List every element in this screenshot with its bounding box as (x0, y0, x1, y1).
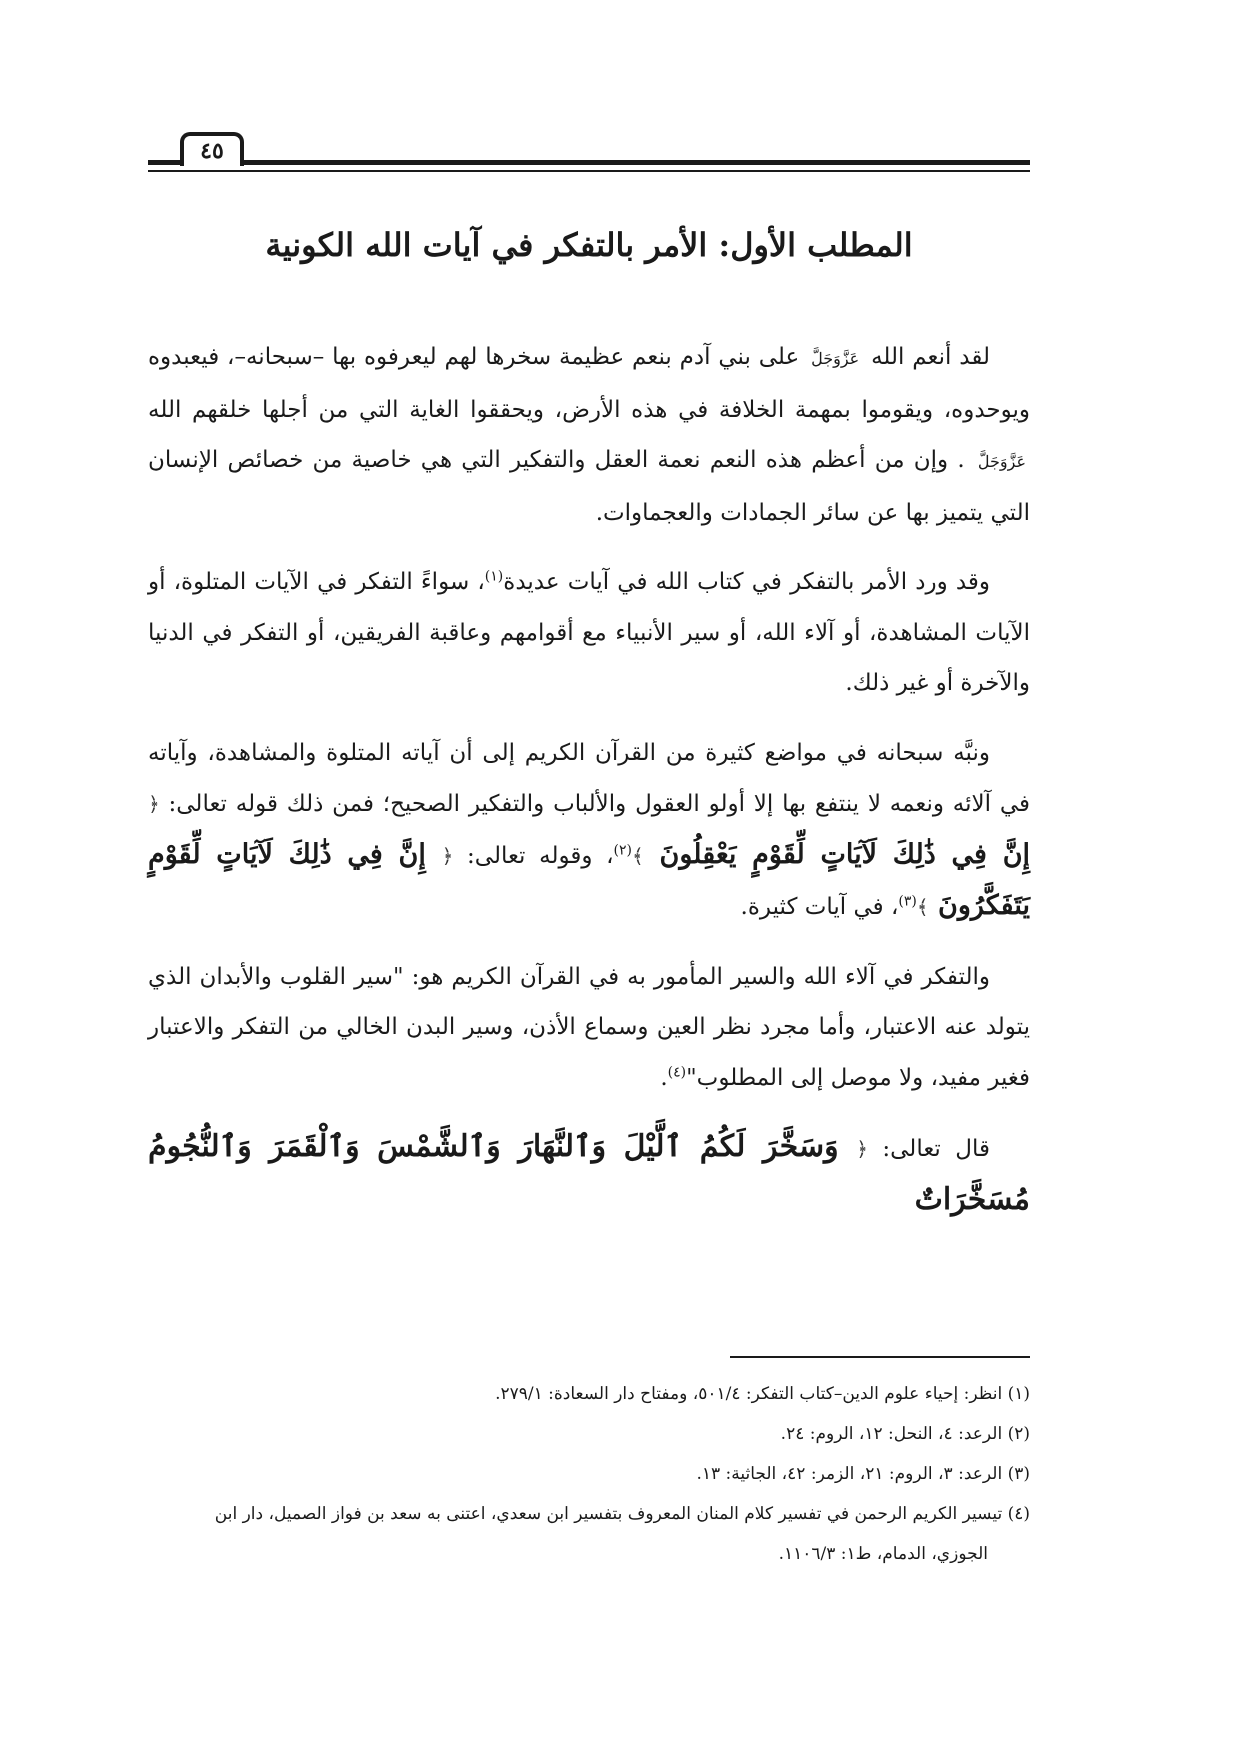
quran-bracket-close: ﴾ (632, 843, 644, 868)
paragraph-3-text-b: ، وقوله تعالى: (467, 842, 614, 869)
page-number: ٤٥ (180, 132, 244, 166)
footnotes (148, 1374, 1030, 1574)
paragraph-1 (148, 332, 1030, 538)
quran-verse-2-text: إِنَّ فِي ذَٰلِكَ لَآيَاتٍ لِّقَوْمٍ يَتَفَكَّرُونَ (148, 838, 1030, 921)
footnote-ref-4[interactable]: (٤) (667, 1063, 687, 1080)
footnote-1: (١) انظر: إحياء علوم الدين–كتاب التفكر: ٥٠١/٤، ومفتاح دار السعادة: ٢٧٩/١. (495, 1384, 1030, 1404)
paragraph-1-text-b: على بني آدم بنعم عظيمة سخرها لهم ليعرفوه بها –سبحانه–، فيعبدوه ويوحدوه، ويقوموا بمهمة الخلافة في هذه الأرض، ويحققوا الغاية التي من أجلها خلقهم الله (148, 344, 1031, 423)
paragraph-2-text-a: وقد ورد الأمر بالتفكر في كتاب الله في آيات عديدة (503, 569, 990, 595)
paragraph-4 (148, 952, 1030, 1104)
paragraph-5-text-a: قال تعالى: (882, 1136, 991, 1162)
paragraph-5 (148, 1122, 1030, 1227)
header-rule-thin (148, 170, 1030, 172)
paragraph-3 (148, 728, 1030, 933)
paragraph-3-text-c: ، في آيات كثيرة. (740, 894, 899, 920)
section-title: المطلب الأول: الأمر بالتفكر في آيات الله الكونية (265, 226, 913, 264)
quran-bracket-open: ﴿ (441, 843, 454, 868)
paragraph-4-text-a: والتفكر في آلاء الله والسير المأمور به في القرآن الكريم هو: "سير القلوب والأبدان الذي يتولد عنه الاعتبار، وأما مجرد نظر العين وسماع الأذن، وسير البدن الخالي من التفكر والاعتبار فغير مفيد، ولا موصل إلى المطلوب" (148, 963, 1030, 1091)
header-rule (148, 160, 1030, 165)
paragraph-2-text-b: ، سواءً التفكر في الآيات المتلوة، أو الآيات المشاهدة، أو آلاء الله، أو سير الأنبياء مع أقوامهم وعاقبة الفريقين، أو التفكر في الدنيا والآخرة أو غير ذلك. (148, 569, 1030, 696)
paragraph-3-text-a: ونبَّه سبحانه في مواضع كثيرة من القرآن الكريم إلى أن آياته المتلوة والمشاهدة، وآياته في آلائه ونعمه لا ينتفع بها إلا أولو العقول والألباب والتفكير الصحيح؛ فمن ذلك قوله تعالى: (148, 739, 1030, 817)
footnote-ref-1[interactable]: (١) (484, 568, 504, 585)
footnote-ref-2[interactable]: (٢) (613, 841, 633, 858)
quran-bracket-close: ﴾ (916, 895, 929, 919)
paragraph-4-text-b: . (660, 1064, 668, 1091)
honorific-glyph: عَزَّوَجَلَّ (811, 349, 860, 368)
quran-verse-3-text: وَسَخَّرَ لَكُمُ ٱلَّيْلَ وَٱلنَّهَارَ وَٱلشَّمْسَ وَٱلْقَمَرَ وَٱلنُّجُومُ مُسَخَّرَاتٌ (148, 1129, 1030, 1217)
paragraph-1-text-c: . وإن من أعظم هذه النعم نعمة العقل والتفكير التي هي خاصية من خصائص الإنسان التي يتميز بها عن سائر الجمادات والعجماوات. (148, 447, 1030, 526)
paragraph-2 (148, 557, 1030, 709)
quran-bracket-open: ﴿ (856, 1137, 868, 1161)
honorific-glyph: عَزَّوَجَلَّ (977, 452, 1026, 471)
body-text (148, 332, 1030, 1246)
footnote-3: (٣) الرعد: ٣، الروم: ٢١، الزمر: ٤٢، الجاثية: ١٣. (696, 1464, 1030, 1484)
quran-verse-1-text: إِنَّ فِي ذَٰلِكَ لَآيَاتٍ لِّقَوْمٍ يَعْقِلُونَ (659, 838, 1031, 870)
paragraph-1-text-a: لقد أنعم الله (871, 344, 991, 370)
footnote-4-continuation: الجوزي، الدمام، ط١: ١١٠٦/٣. (778, 1544, 988, 1564)
footnote-2: (٢) الرعد: ٤، النحل: ١٢، الروم: ٢٤. (780, 1424, 1030, 1444)
footnote-ref-3[interactable]: (٣) (898, 893, 917, 910)
footnote-4: (٤) تيسير الكريم الرحمن في تفسير كلام المنان المعروف بتفسير ابن سعدي، اعتنى به سعد بن فواز الصميل، دار ابن (214, 1504, 1030, 1524)
quran-bracket-open: ﴿ (148, 792, 160, 816)
footnote-separator (730, 1356, 1030, 1358)
